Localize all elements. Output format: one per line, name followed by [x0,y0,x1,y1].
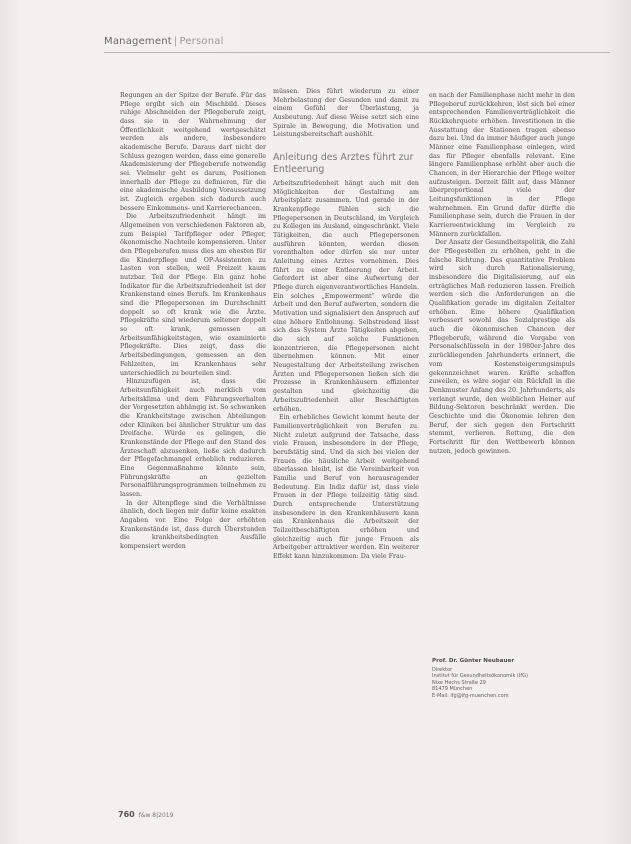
author-name: Prof. Dr. Günter Neubauer [432,658,515,664]
magazine-name: f&w 8|2019 [138,812,174,819]
header-separator: | [173,36,178,47]
column-2 [273,88,419,562]
author-line: Direktor [432,666,453,673]
author-line: 81479 München [432,686,473,693]
author-line: Institut für Gesundheitsökonomik (IfG) [432,673,528,680]
column-3 [429,92,575,456]
header-section: Management [104,36,172,47]
author-box [432,658,592,700]
paragraph: Regungen an der Spitze der Berufe. Für das Pflege ergibt sich ein Mischbild. Dieses ruhige Abschneiden der Pflegeberufe zeigt, dass sie in der Wahrnehmung der Öffentlichkeit weitgehend wertgeschätzt werden als andere, insbesondere akademische Berufe. Daraus darf nicht der Schluss gezogen werden, dass eine generelle Akademisierung der Pflegeberufe notwendig sei. Vielmehr geht es darum, Positionen innerhalb der Pflege zu definieren, für die eine akademische Ausbildung Voraussetzung ist. Zugleich ergeben sich dadurch auch bessere Einkommens- und Karrierechancen. [120,92,266,212]
paragraph: Arbeitszufriedenheit hängt auch mit den Möglichkeiten der Gestaltung am Arbeitsplatz zusammen. Und gerade in der Krankenpflege fühlen sich die Pflegepersonen in Deutschland, im Vergleich zu Kollegen im Ausland, eingeschränkt. Viele Tätigkeiten, die auch Pflegepersonen ausführen könnten, werden diesen vorenthalten oder dürfen sie nur unter Anleitung eines Arztes vornehmen. Dies führt zu einer Entleerung der Arbeit. Gefordert ist aber eine Aufwertung der Pflege durch eigenverantwortliches Handeln. Ein solches „Empowerment“ würde die Arbeit und den Beruf aufwerten, sondern die Motivation und signalisiert den Anspruch auf eine höhere Entlohnung. Selbstredend lässt sich das System Ärzte Tätigkeiten abgeben, die sich auf solche Funktionen konzentrieren, die Pflegepersonen nicht übernehmen können. Mit einer Neugestaltung der Arbeitsteilung zwischen Ärzten und Pflegepersonen ließen sich die Prozesse in Krankenhäusern effizienter gestalten und gleichzeitig die Arbeitszufriedenheit aller Beschäftigten erhöhen. [273,180,419,413]
column-1 [120,92,266,552]
paragraph: en nach der Familienphase nicht mehr in den Pflegeberuf zurückkehren, löst sich bei einer entsprechenden Familienverträglichkeit die Rückkehrquote erhöhen. Investitionen in die Ausstattung der Stationen tragen ebenso dazu bei. Und da immer häufiger auch junge Männer eine Familienphase einlegen, wird das für Pfleger ebenfalls relevant. Eine längere Familienphase erhöht aber auch die Chancen, in der Hierarchie der Pflege weiter aufzusteigen. Derzeit fällt auf, dass Männer überproportional viele der Leitungsfunktionen in der Pflege wahrnehmen. Ein Grund dafür dürfte die Familienphase sein, durch die Frauen in der Karriereentwicklung im Vergleich zu Männern zurückfallen. [429,92,575,238]
header-subsection: Personal [179,36,224,47]
page-header [104,36,224,47]
page-number: 760 [118,810,135,819]
author-email: E-Mail: ifg@ifg-muenchen.com [432,692,509,699]
header-rule [104,52,610,53]
paragraph: In der Altenpflege sind die Verhältnisse ähnlich, doch liegen mir dafür keine exakten Angaben vor. Eine Folge der erhöhten Krankenstände ist, dass durch Überstunden die krankheitsbedingten Ausfälle kompensiert werden [120,499,266,550]
paragraph: Der Ansatz der Gesundheitspolitik, die Zahl der Pflegestellen zu erhöhen, geht in die falsche Richtung. Das quantitative Problem wird sich durch Rationalisierung, insbesondere die Digitalisierung, auf ein erträgliches Maß reduzieren lassen. Freilich werden sich die Anforderungen an die Qualifikation gerade im digitalen Zeitalter erhöhen. Eine höhere Qualifikation verbessert sowohl das Sozialprestige als auch die ökonomischen Chancen der Pflegeberufe, während die Vorgabe von Personalschlüsseln in der 1980er-Jahre des zurückliegenden Jahrhunderts erinnert, die vom Kostensteigerungsimpuls gekennzeichnet waren. Kräfte schaffen zuweilen, es wäre sogar ein Rückfall in die Denkmuster Anfang des 20. Jahrhunderts, als verlangt wurde, den weiblichen Heiner auf Bildung-Sektoren beschränkt werden. Die Geschichte und die Ökonomie lehren den Beruf, der sich gegen den Fortschritt stemmt, verlieren. Rettung, die den Fortschritt für den Wettbewerb können nutzen, jedoch gewinnen. [429,239,575,455]
paragraph: Ein erhebliches Gewicht kommt heute der Familienverträglichkeit von Berufen zu. Nicht zuletzt aufgrund der Tatsache, dass viele Frauen, insbesondere in der Pflege, berufstätig sind. Und da sich bei vielen der Frauen die häusliche Arbeit weitgehend überlassen bleibt, ist die Vereinbarkeit von Familie und Beruf von herausragender Bedeutung. Ein Indiz dafür ist, dass viele Frauen in der Pflege teilzeitig tätig sind. Durch entsprechende Unterstützung insbesondere in den Krankenhäusern kann ein Krankenhaus die Arbeitszeit der Teilzeitbeschäftigten erhöhen und gleichzeitig auch für junge Frauen als Arbeitgeber attraktiver werden. Ein weiterer Effekt kann hinzukommen: Da viele Frau- [273,414,419,560]
author-line: Nixe Hechs Straße 29 [432,679,486,686]
paragraph: müssen. Dies führt wiederum zu einer Mehrbelastung der Gesunden und damit zu einem Gefühl der Überlastung, ja Ausbeutung. Auf diese Weise setzt sich eine Spirale in Bewegung, die Motivation und Leistungsbereitschaft aushöhlt. [273,88,419,139]
subheading: Anleitung des Arztes führt zur Entleerung [273,152,414,176]
paragraph: Die Arbeitszufriedenheit hängt im Allgemeinen von verschiedenen Faktoren ab, zum Beispiel Tarifpfleger oder Pfleger, ökonomische Nachteile kompensieren. Unter den Pflegeberufen muss dies am ehesten für die Kinderpflege und OP-Assistenten zu Lasten von stellen, weil Freizeit kaum nutzbar. Teil der Pflege. Ein ganz hohe Indikator für die Arbeitszufriedenheit ist der Krankenstand eines Berufs. Im Krankenhaus sind die Pflegepersonen im Durchschnitt doppelt so oft krank wie die Ärzte. Pflegekräfte sind wiederum seltener doppelt so oft krank, gemessen an Arbeitsunfähigkeitstagen, wie examinierte Pflegekräfte. Dies zeigt, dass die Arbeitsbedingungen, gemessen an den Fehlzeiten, im Krankenhaus sehr unterschiedlich zu beurteilen sind. [120,213,266,377]
paragraph: Hinzuzufügen ist, dass die Arbeitsunfähigkeit auch merklich vom Arbeitsklima und dem Führungsverhalten der Vorgesetzten abhängig ist. So schwanken die Krankheitstage zwischen Abteilungen oder Kliniken bei ähnlicher Struktur um das Dreifache. Würde es gelingen, die Krankenstände der Pflege auf den Stand des Ärzteschaft abzusenken, ließe sich dadurch der Pflegefachmangel erheblich reduzieren. Eine Gegenmaßnahme könnte sein, Führungskräfte an gezielten Personalführungsprogrammen teilnehmen zu lassen. [120,378,266,498]
page-footer [118,810,173,819]
